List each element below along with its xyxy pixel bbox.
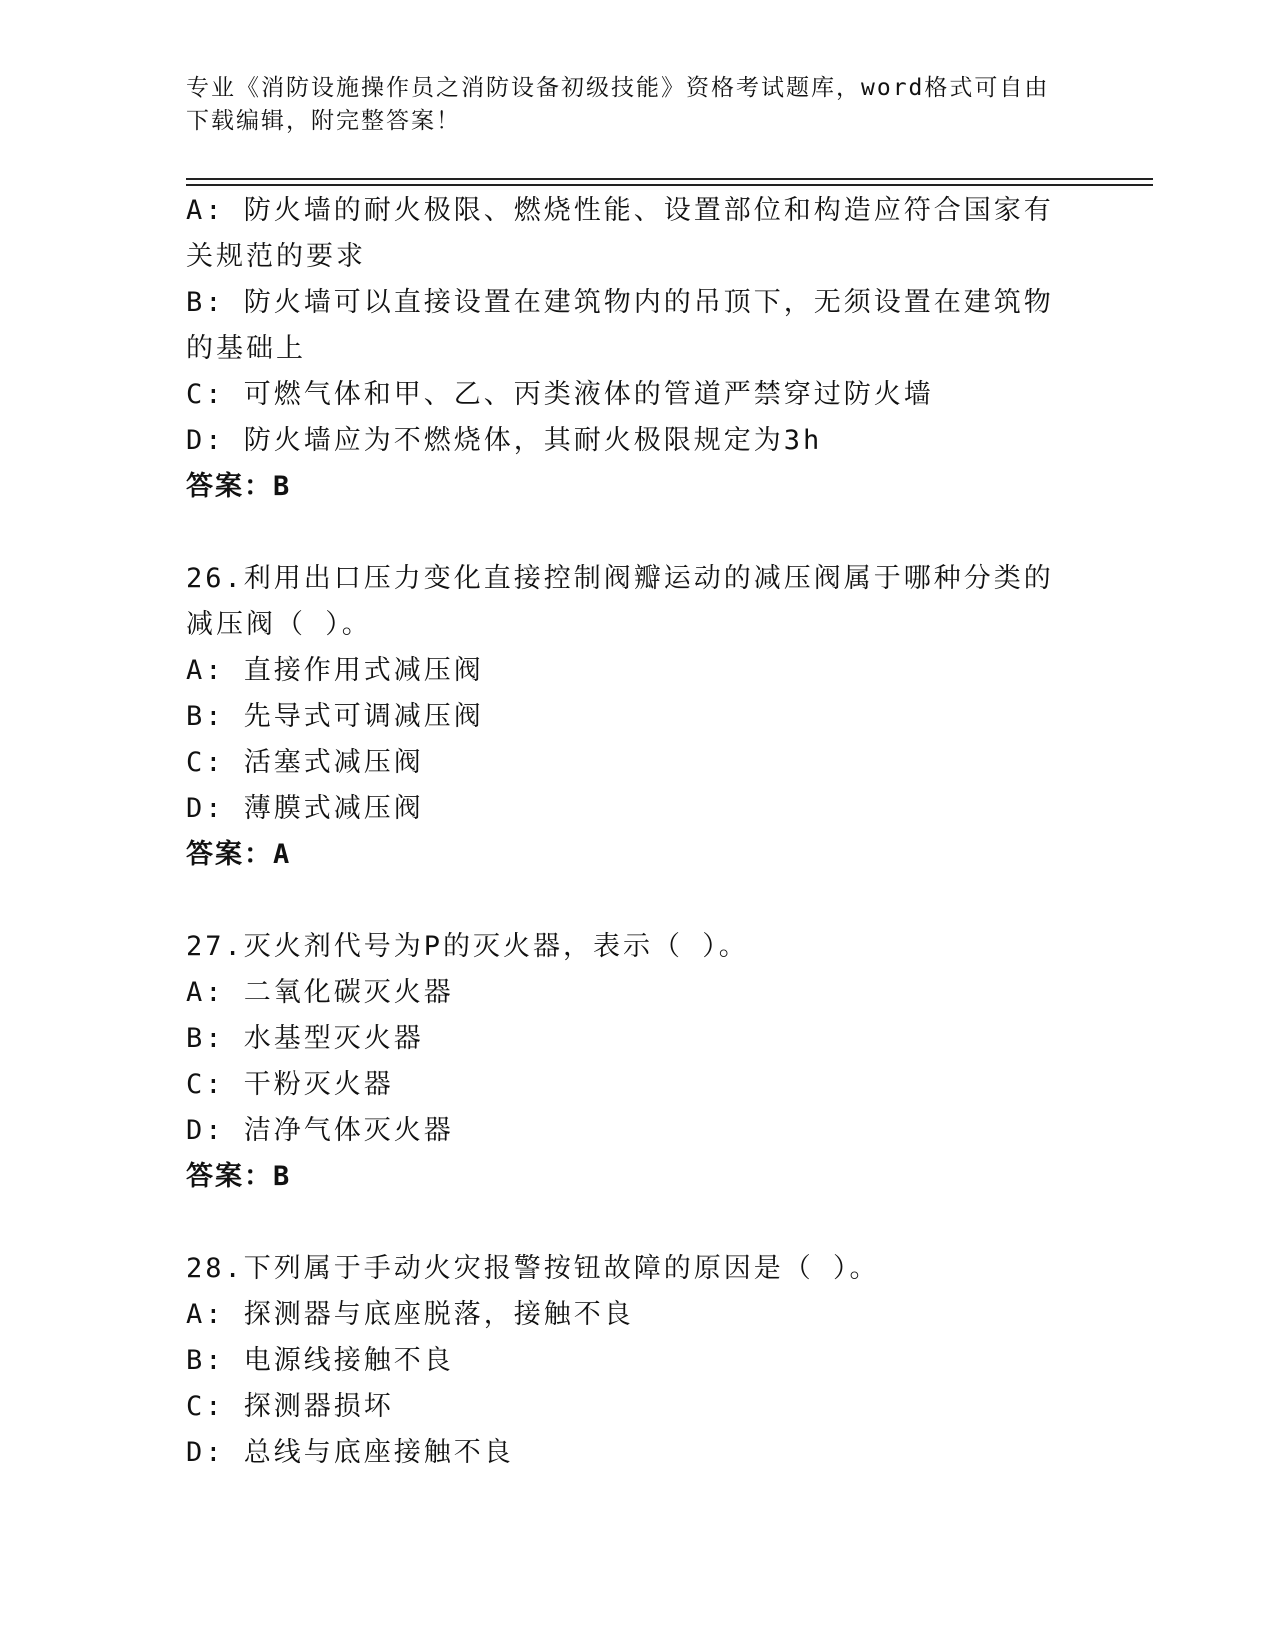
document-header: 专业《消防设施操作员之消防设备初级技能》资格考试题库，word格式可自由下载编辑，附完整答案！ <box>186 75 1050 134</box>
answer: 答案：A <box>186 839 292 870</box>
header-divider-bottom <box>186 184 1153 186</box>
option-a: A: 探测器与底座脱落，接触不良 <box>186 1299 634 1330</box>
question-text: 27.灭火剂代号为P的灭火器，表示（ ）。 <box>186 931 749 962</box>
option-b: B: 先导式可调减压阀 <box>186 701 484 732</box>
option-b: B: 水基型灭火器 <box>186 1023 424 1054</box>
question-text: 26.利用出口压力变化直接控制阀瓣运动的减压阀属于哪种分类的减压阀（ ）。 <box>186 563 1054 640</box>
answer: 答案：B <box>186 471 292 502</box>
answer: 答案：B <box>186 1161 292 1192</box>
option-c: C: 探测器损坏 <box>186 1391 394 1422</box>
question-25 <box>186 188 1076 510</box>
option-a: A: 二氧化碳灭火器 <box>186 977 454 1008</box>
option-b: B: 电源线接触不良 <box>186 1345 454 1376</box>
option-d: D: 洁净气体灭火器 <box>186 1115 454 1146</box>
question-27 <box>186 924 1076 1200</box>
option-b: B: 防火墙可以直接设置在建筑物内的吊顶下，无须设置在建筑物的基础上 <box>186 287 1054 364</box>
option-d: D: 薄膜式减压阀 <box>186 793 424 824</box>
question-text: 28.下列属于手动火灾报警按钮故障的原因是（ ）。 <box>186 1253 880 1284</box>
option-a: A: 直接作用式减压阀 <box>186 655 484 686</box>
spacer <box>186 878 1076 924</box>
question-26 <box>186 556 1076 878</box>
question-28 <box>186 1246 1076 1476</box>
header-divider-top <box>186 178 1153 180</box>
option-c: C: 活塞式减压阀 <box>186 747 424 778</box>
option-c: C: 干粉灭火器 <box>186 1069 394 1100</box>
option-a: A: 防火墙的耐火极限、燃烧性能、设置部位和构造应符合国家有关规范的要求 <box>186 195 1054 272</box>
option-d: D: 防火墙应为不燃烧体，其耐火极限规定为3h <box>186 425 823 456</box>
spacer <box>186 510 1076 556</box>
option-c: C: 可燃气体和甲、乙、丙类液体的管道严禁穿过防火墙 <box>186 379 934 410</box>
question-list <box>186 188 1076 1476</box>
spacer <box>186 1200 1076 1246</box>
option-d: D: 总线与底座接触不良 <box>186 1437 514 1468</box>
